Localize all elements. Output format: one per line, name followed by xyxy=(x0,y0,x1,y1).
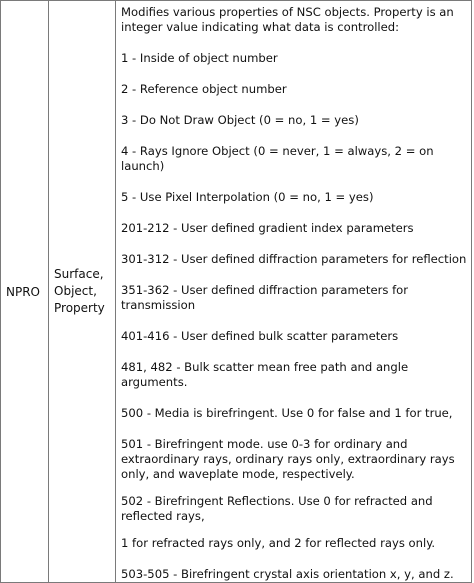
property-item: 502 - Birefringent Reflections. Use 0 for refracted and reflected rays, xyxy=(121,494,433,523)
argument-object: Object, xyxy=(54,284,97,298)
property-item: 201-212 - User defined gradient index parameters xyxy=(121,221,414,235)
command-name-cell xyxy=(1,1,49,583)
property-item: 5 - Use Pixel Interpolation (0 = no, 1 = yes) xyxy=(121,190,374,204)
command-name: NPRO xyxy=(6,284,40,299)
table-row xyxy=(1,1,472,583)
property-item: 2 - Reference object number xyxy=(121,82,287,96)
property-item: 401-416 - User defined bulk scatter parameters xyxy=(121,329,399,343)
property-item: 1 for refracted rays only, and 2 for reflected rays only. xyxy=(121,536,436,550)
argument-surface: Surface, xyxy=(54,267,104,281)
property-item: 503-505 - Birefringent crystal axis orientation x, y, and z. xyxy=(121,567,454,581)
property-item: 4 - Rays Ignore Object (0 = never, 1 = always, 2 = on launch) xyxy=(121,144,434,173)
argument-property: Property xyxy=(54,301,105,315)
arguments-cell xyxy=(49,1,116,583)
property-item: 3 - Do Not Draw Object (0 = no, 1 = yes) xyxy=(121,113,359,127)
property-item: 351-362 - User defined diffraction parameters for transmission xyxy=(121,283,409,312)
description-intro: Modifies various properties of NSC objects. Property is an integer value indicating what data is controlled: xyxy=(121,5,454,34)
property-item: 500 - Media is birefringent. Use 0 for false and 1 for true, xyxy=(121,406,453,420)
property-item: 1 - Inside of object number xyxy=(121,51,278,65)
property-item: 481, 482 - Bulk scatter mean free path and angle arguments. xyxy=(121,360,409,389)
property-item: 301-312 - User defined diffraction parameters for reflection xyxy=(121,252,467,266)
property-item: 501 - Birefringent mode. use 0-3 for ordinary and extraordinary rays, ordinary rays only, extraordinary rays only, and waveplate mode, respectively. xyxy=(121,437,455,481)
description-cell xyxy=(116,1,472,583)
